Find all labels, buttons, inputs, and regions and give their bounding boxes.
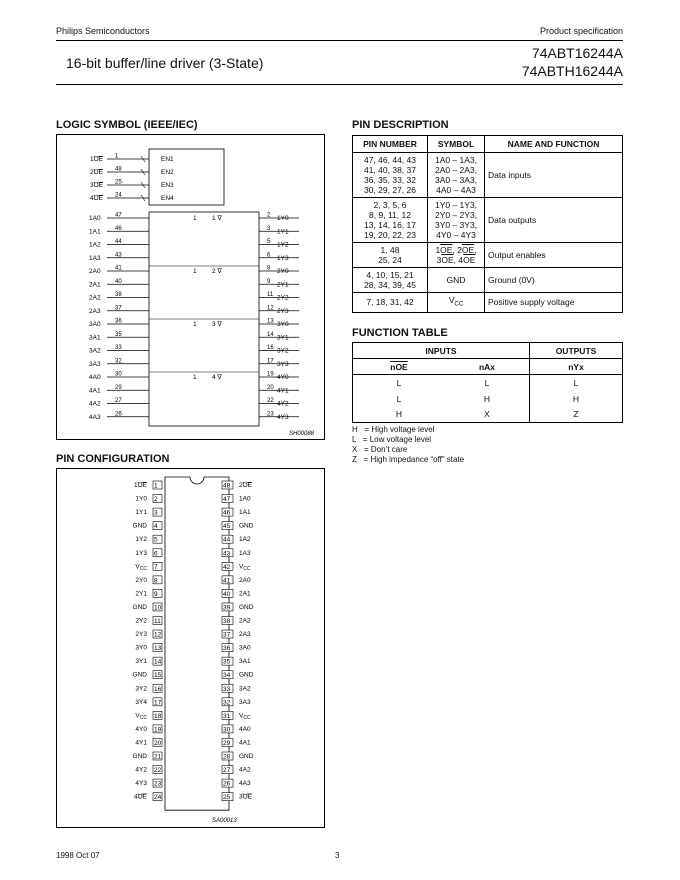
output-pin: 5 (267, 239, 271, 245)
company-name: Philips Semiconductors (56, 26, 150, 36)
right-pin-number: 39 (223, 604, 231, 612)
right-pin-name: 1A2 (239, 536, 251, 544)
right-pin-name: 3A3 (239, 698, 251, 706)
right-pin-number: 30 (223, 726, 231, 734)
enable-en-label: EN3 (161, 182, 174, 189)
data-input-label: 3A1 (89, 334, 101, 342)
header-rule (56, 40, 623, 41)
left-pin-number: 20 (154, 739, 162, 747)
right-pin-number: 28 (223, 753, 231, 761)
data-input-label: 4A0 (89, 374, 101, 381)
right-pin-name: 3A1 (239, 658, 251, 666)
function-table-row (353, 407, 623, 423)
left-pin-name: 2Y1 (135, 590, 147, 598)
pin-description-table (352, 135, 623, 313)
left-pin-number: 17 (154, 699, 162, 707)
data-output-label: 2Y2 (277, 294, 289, 302)
output-pin: 12 (267, 305, 274, 312)
data-output-label: 2Y1 (277, 281, 289, 289)
input-pin: 29 (115, 384, 122, 391)
function-table-heading: FUNCTION TABLE (352, 327, 448, 339)
output-pin: 6 (267, 252, 271, 259)
right-pin-name: 1A3 (239, 549, 251, 557)
part-number-2: 74ABTH16244A (521, 63, 623, 79)
data-input-label: 4A3 (89, 413, 101, 421)
nax-cell: L (445, 375, 530, 391)
noe-cell: L (396, 393, 402, 404)
page-number: 3 (335, 851, 340, 860)
output-pin: 17 (267, 358, 274, 365)
right-pin-name: 2A2 (239, 617, 251, 625)
right-pin-name: 4A0 (239, 725, 251, 733)
right-pin-name: 4A3 (239, 780, 251, 788)
enable-pin: 25 (115, 179, 122, 186)
output-pin: 19 (267, 371, 274, 378)
pin-number-cell: 7, 18, 31, 42 (353, 293, 428, 313)
enable-label: 1OE (89, 156, 103, 163)
left-pin-name: 1OE (133, 482, 147, 489)
data-output-label: 2Y0 (277, 268, 289, 275)
left-pin-number: 19 (154, 726, 162, 734)
left-pin-number: 9 (154, 590, 158, 598)
inputs-group-header: INPUTS (353, 343, 530, 359)
function-table-row (353, 391, 623, 407)
data-output-label: 1Y3 (277, 254, 289, 262)
pin-number-cell: 1, 48 25, 24 (353, 243, 428, 268)
function-table (352, 342, 623, 465)
outputs-group-header: OUTPUTS (530, 343, 623, 359)
pin-description-row (353, 153, 623, 198)
right-pin-name: 2OE (239, 482, 253, 489)
data-input-label: 1A2 (89, 241, 101, 249)
data-input-label: 2A1 (89, 281, 101, 289)
left-pin-number: 6 (154, 550, 158, 558)
part-numbers (522, 44, 623, 80)
page-title: 16-bit buffer/line driver (3-State) (66, 55, 264, 71)
input-pin: 38 (115, 292, 122, 298)
output-pin: 14 (267, 331, 274, 338)
pin-configuration-diagram (57, 469, 324, 827)
input-pin: 44 (115, 239, 122, 245)
col-nax: nAx (445, 359, 530, 375)
left-pin-name: 1Y3 (135, 549, 147, 557)
group-enable-label: 2 ∇ (212, 268, 222, 275)
data-output-label: 3Y2 (277, 347, 289, 355)
col-pin-number: PIN NUMBER (353, 136, 428, 153)
data-output-label: 4Y3 (277, 413, 289, 421)
right-pin-number: 32 (223, 699, 231, 707)
header-rule-2 (56, 84, 623, 85)
nyx-cell: H (572, 393, 580, 404)
nyx-cell: L (573, 377, 579, 388)
left-pin-number: 11 (154, 618, 161, 625)
left-pin-number: 18 (154, 712, 162, 720)
right-pin-number: 33 (223, 685, 231, 693)
group-enable-label: 3 ∇ (212, 321, 222, 328)
data-input-label: 2A3 (89, 307, 101, 315)
enable-pin: 48 (115, 166, 122, 173)
data-output-label: 3Y0 (277, 321, 289, 328)
right-pin-number: 34 (223, 672, 231, 680)
document-type: Product specification (539, 26, 623, 36)
right-pin-name: GND (239, 753, 254, 760)
right-pin-name: 3OE (239, 793, 253, 801)
left-pin-number: 5 (154, 536, 158, 544)
right-pin-number: 38 (223, 618, 231, 625)
right-pin-name: 2A0 (239, 576, 251, 584)
group-gate-label: 1 (193, 374, 197, 381)
data-output-label: 4Y1 (277, 387, 289, 395)
data-input-label: 4A2 (89, 400, 101, 408)
left-pin-number: 22 (154, 767, 162, 775)
left-pin-name: 4OE (133, 793, 147, 801)
function-cell: Data outputs (485, 198, 623, 243)
right-pin-number: 48 (223, 482, 231, 490)
enable-pin: 24 (115, 192, 122, 199)
right-pin-name: GND (239, 671, 254, 679)
group-gate-label: 1 (193, 215, 197, 222)
function-cell: Positive supply voltage (485, 293, 623, 313)
left-pin-name: $V_{CC}$ (135, 563, 147, 572)
data-input-label: 2A0 (89, 268, 101, 275)
right-pin-name: 1A0 (239, 495, 251, 503)
left-pin-number: 14 (154, 658, 162, 666)
enable-en-label: EN2 (161, 169, 174, 176)
data-output-label: 4Y0 (277, 374, 289, 381)
left-pin-name: GND (132, 603, 147, 611)
left-pin-name: GND (132, 753, 147, 760)
right-pin-number: 26 (223, 780, 231, 788)
enable-en-label: EN4 (161, 195, 174, 202)
symbol-cell: GND (428, 268, 485, 293)
input-pin: 26 (115, 411, 122, 418)
data-input-label: 1A0 (89, 215, 101, 222)
data-input-label: 3A2 (89, 347, 101, 355)
left-pin-name: 2Y2 (135, 617, 147, 625)
enable-pin: 1 (115, 153, 119, 160)
right-pin-number: 35 (223, 658, 231, 666)
part-number-1: 74ABT16244A (531, 45, 623, 61)
right-pin-number: 27 (223, 767, 231, 775)
left-pin-name: 4Y2 (135, 766, 147, 774)
right-pin-name: GND (239, 603, 254, 611)
enable-en-label: EN1 (161, 156, 174, 163)
data-output-label: 3Y1 (277, 334, 289, 342)
footer-date: 1998 Oct 07 (56, 851, 100, 860)
left-pin-number: 2 (154, 496, 158, 504)
left-pin-number: 16 (154, 685, 162, 693)
output-pin: 3 (267, 225, 271, 232)
right-pin-number: 46 (223, 509, 231, 517)
group-gate-label: 1 (193, 321, 197, 328)
left-pin-number: 12 (154, 631, 162, 639)
left-pin-name: 1Y2 (135, 536, 147, 544)
right-pin-number: 36 (223, 645, 231, 653)
output-pin: 20 (267, 384, 274, 391)
left-pin-name: 1Y0 (135, 495, 147, 503)
pin-description-row (353, 293, 623, 313)
data-input-label: 2A2 (89, 294, 101, 302)
pin-description-row (353, 268, 623, 293)
right-pin-number: 43 (223, 550, 231, 558)
symbol-cell: 1Y0 – 1Y3, 2Y0 – 2Y3, 3Y0 – 3Y3, 4Y0 – 4Y3 (428, 198, 485, 243)
left-pin-number: 3 (154, 509, 158, 517)
logic-symbol-diagram (57, 135, 324, 439)
data-output-label: 1Y1 (277, 228, 289, 236)
right-pin-number: 37 (223, 631, 231, 639)
legend-entry: Z = High impedance “off” state (352, 455, 465, 464)
function-cell: Ground (0V) (485, 268, 623, 293)
right-pin-name: 3A0 (239, 644, 251, 652)
input-pin: 27 (115, 398, 122, 404)
data-input-label: 4A1 (89, 387, 101, 395)
right-pin-name: 1A1 (239, 509, 251, 517)
col-noe: $\overline{nOE}$ (353, 359, 446, 375)
data-output-label: 3Y3 (277, 360, 289, 368)
input-pin: 36 (115, 318, 122, 325)
right-pin-number: 44 (223, 536, 231, 544)
left-pin-number: 8 (154, 577, 158, 585)
left-pin-number: 1 (154, 482, 158, 490)
right-pin-name: $V_{CC}$ (239, 712, 251, 721)
input-pin: 46 (115, 225, 122, 232)
logic-symbol-figure (56, 134, 325, 440)
pin-number-cell: 2, 3, 5, 6 8, 9, 11, 12 13, 14, 16, 17 19, 20, 22, 23 (353, 198, 428, 243)
enable-label: 3OE (89, 182, 103, 189)
left-pin-name: GND (132, 671, 147, 679)
left-pin-name: $V_{CC}$ (135, 712, 147, 721)
group-enable-label: 1 ∇ (212, 215, 222, 222)
legend-entry: H = High voltage level (352, 425, 435, 434)
enable-label: 4OE (89, 195, 103, 202)
right-pin-name: 4A1 (239, 739, 251, 747)
left-pin-name: 4Y0 (135, 725, 147, 733)
input-pin: 30 (115, 371, 122, 378)
group-enable-label: 4 ∇ (212, 374, 222, 381)
data-output-label: 1Y0 (277, 215, 289, 222)
right-pin-name: GND (239, 522, 254, 530)
left-pin-name: 1Y1 (135, 509, 147, 517)
pin-number-cell: 47, 46, 44, 43 41, 40, 38, 37 36, 35, 33, 32 30, 29, 27, 26 (353, 153, 428, 198)
output-pin: 2 (267, 212, 271, 219)
right-pin-number: 47 (223, 496, 231, 504)
right-pin-number: 29 (223, 739, 231, 747)
left-pin-number: 23 (154, 780, 162, 788)
left-pin-number: 10 (154, 604, 162, 612)
input-pin: 43 (115, 252, 122, 259)
left-pin-number: 24 (154, 794, 162, 802)
input-pin: 41 (115, 265, 122, 272)
input-pin: 40 (115, 278, 122, 285)
ic-package-outline (165, 477, 229, 810)
left-pin-number: 13 (154, 645, 162, 653)
right-pin-number: 40 (223, 590, 231, 598)
input-pin: 35 (115, 331, 122, 338)
function-table-row (353, 375, 623, 391)
data-input-label: 3A3 (89, 360, 101, 368)
right-pin-number: 41 (223, 577, 231, 585)
right-pin-name: $V_{CC}$ (239, 563, 251, 572)
right-pin-name: 4A2 (239, 766, 251, 774)
left-pin-number: 4 (154, 523, 158, 531)
left-pin-name: 4Y3 (135, 780, 147, 788)
output-pin: 9 (267, 278, 271, 285)
pin-description-row (353, 243, 623, 268)
left-pin-name: 3Y1 (135, 658, 147, 666)
function-cell: Data inputs (485, 153, 623, 198)
nyx-cell: Z (573, 409, 579, 420)
logic-figure-code: SH00088 (289, 431, 315, 437)
input-pin: 32 (115, 358, 122, 365)
input-pin: 37 (115, 305, 122, 312)
input-pin: 33 (115, 345, 122, 351)
left-pin-name: 3Y4 (135, 698, 147, 706)
pin-number-cell: 4, 10, 15, 21 28, 34, 39, 45 (353, 268, 428, 293)
pin-configuration-heading: PIN CONFIGURATION (56, 453, 170, 465)
pin-description-heading: PIN DESCRIPTION (352, 119, 449, 131)
output-pin: 13 (267, 318, 274, 325)
symbol-cell: $V_{CC}$ (428, 293, 485, 313)
left-pin-name: 2Y3 (135, 631, 147, 639)
data-input-label: 1A3 (89, 254, 101, 262)
function-table-legend (352, 425, 623, 465)
function-cell: Output enables (485, 243, 623, 268)
right-pin-name: 2A3 (239, 631, 251, 639)
left-pin-name: 3Y2 (135, 685, 147, 693)
data-output-label: 4Y2 (277, 400, 289, 408)
right-pin-name: 2A1 (239, 590, 251, 598)
data-output-label: 2Y3 (277, 307, 289, 315)
symbol-cell: $1\overline{OE}$, $2\overline{OE}$, $3\overline{OE}$, $4\overline{OE}$ (428, 243, 485, 268)
legend-entry: X = Don’t care (352, 445, 408, 454)
data-input-label: 1A1 (89, 228, 101, 236)
logic-symbol-heading: LOGIC SYMBOL (IEEE/IEC) (56, 119, 198, 131)
right-pin-number: 45 (223, 523, 231, 531)
output-pin: 16 (267, 345, 274, 351)
noe-cell: H (395, 409, 403, 420)
pin-figure-code: SA00013 (212, 818, 237, 824)
pin-configuration-figure (56, 468, 325, 828)
output-pin: 22 (267, 398, 274, 404)
output-pin: 11 (267, 292, 274, 298)
noe-cell: L (396, 377, 402, 388)
left-pin-number: 15 (154, 672, 162, 680)
right-pin-number: 25 (223, 794, 231, 802)
nax-cell: H (445, 391, 530, 407)
output-pin: 23 (267, 411, 274, 418)
output-pin: 8 (267, 265, 271, 272)
nax-cell: X (445, 407, 530, 423)
left-pin-name: 3Y0 (135, 644, 147, 652)
pin-description-row (353, 198, 623, 243)
col-name-function: NAME AND FUNCTION (485, 136, 623, 153)
enable-label: 2OE (89, 169, 103, 176)
right-pin-name: 3A2 (239, 685, 251, 693)
left-pin-name: 2Y0 (135, 576, 147, 584)
symbol-cell: 1A0 – 1A3, 2A0 – 2A3, 3A0 – 3A3, 4A0 – 4A3 (428, 153, 485, 198)
data-output-label: 1Y2 (277, 241, 289, 249)
right-pin-number: 31 (223, 712, 231, 720)
right-pin-number: 42 (223, 563, 231, 571)
legend-entry: L = Low voltage level (352, 435, 432, 444)
left-pin-number: 21 (154, 753, 162, 761)
col-symbol: SYMBOL (428, 136, 485, 153)
left-pin-name: 4Y1 (135, 739, 147, 747)
left-pin-number: 7 (154, 563, 158, 571)
input-pin: 47 (115, 212, 122, 219)
group-gate-label: 1 (193, 268, 197, 275)
left-pin-name: GND (132, 522, 147, 530)
col-nyx: nYx (530, 359, 623, 375)
data-input-label: 3A0 (89, 321, 101, 328)
